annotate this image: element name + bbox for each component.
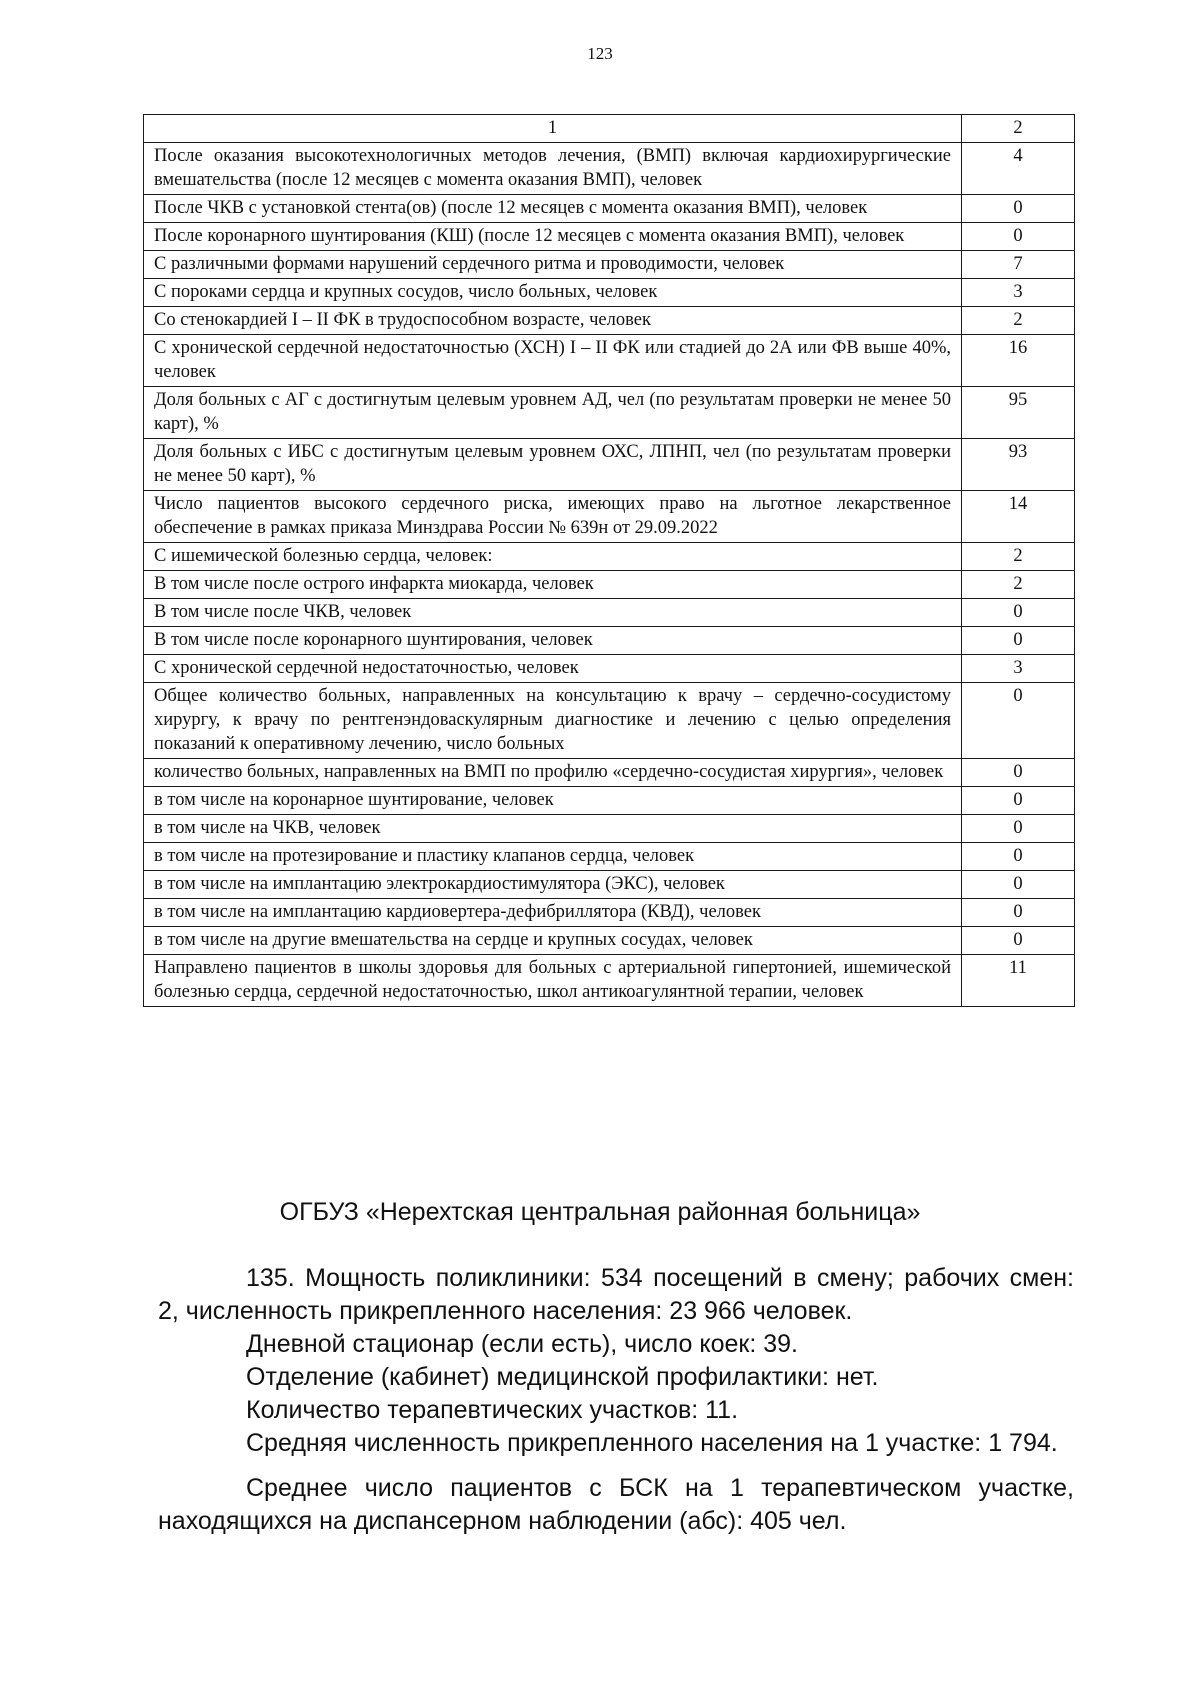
table-row	[144, 655, 1075, 683]
paragraph-capacity: 135. Мощность поликлиники: 534 посещений в смену; рабочих смен: 2, численность прикрепленного населения: 23 966 человек.	[158, 1264, 1074, 1325]
table-row	[144, 335, 1075, 387]
indicators-table	[143, 114, 1075, 1007]
row-value: 2	[962, 307, 1075, 335]
row-label: С пороками сердца и крупных сосудов, число больных, человек	[144, 279, 962, 307]
paragraph-bsk-patients: Среднее число пациентов с БСК на 1 терапевтическом участке, находящихся на диспансерном наблюдении (абс): 405 чел.	[158, 1474, 1074, 1535]
table-row	[144, 899, 1075, 927]
row-value: 95	[962, 387, 1075, 439]
row-value: 0	[962, 843, 1075, 871]
row-label: Направлено пациентов в школы здоровья для больных с артериальной гипертонией, ишемической болезнью сердца, сердечной недостаточностью, школ антикоагулянтной терапии, человек	[144, 955, 962, 1007]
row-value: 0	[962, 683, 1075, 759]
paragraph-prevention-department: Отделение (кабинет) медицинской профилактики: нет.	[246, 1363, 879, 1391]
header-cell-2: 2	[962, 115, 1075, 143]
row-label: Общее количество больных, направленных на консультацию к врачу – сердечно-сосудистому хирургу, к врачу по рентгенэндоваскулярным диагностике и лечению с целью определения показаний к оперативному лечению, число больных	[144, 683, 962, 759]
row-label: После ЧКВ с установкой стента(ов) (после 12 месяцев с момента оказания ВМП), человек	[144, 195, 962, 223]
row-value: 2	[962, 571, 1075, 599]
table-row	[144, 955, 1075, 1007]
row-value: 0	[962, 195, 1075, 223]
row-label: В том числе после ЧКВ, человек	[144, 599, 962, 627]
row-label: Со стенокардией I – II ФК в трудоспособном возрасте, человек	[144, 307, 962, 335]
table-row	[144, 759, 1075, 787]
table-row	[144, 599, 1075, 627]
info-text-block	[158, 1262, 1074, 1538]
row-label: в том числе на имплантацию электрокардиостимулятора (ЭКС), человек	[144, 871, 962, 899]
table-row	[144, 571, 1075, 599]
paragraph-day-hospital: Дневной стационар (если есть), число коек: 39.	[246, 1330, 799, 1358]
row-value: 93	[962, 439, 1075, 491]
table-row	[144, 871, 1075, 899]
row-label: После оказания высокотехнологичных методов лечения, (ВМП) включая кардиохирургические вмешательства (после 12 месяцев с момента оказания ВМП), человек	[144, 143, 962, 195]
table-row	[144, 223, 1075, 251]
row-value: 0	[962, 627, 1075, 655]
table-row	[144, 683, 1075, 759]
table-row	[144, 543, 1075, 571]
table-row	[144, 279, 1075, 307]
row-label: Доля больных с АГ с достигнутым целевым уровнем АД, чел (по результатам проверки не менее 50 карт), %	[144, 387, 962, 439]
table-row	[144, 387, 1075, 439]
row-label: С ишемической болезнью сердца, человек:	[144, 543, 962, 571]
row-label: в том числе на имплантацию кардиовертера-дефибриллятора (КВД), человек	[144, 899, 962, 927]
table-row	[144, 627, 1075, 655]
table-row	[144, 251, 1075, 279]
row-label: в том числе на ЧКВ, человек	[144, 815, 962, 843]
row-value: 14	[962, 491, 1075, 543]
row-value: 0	[962, 899, 1075, 927]
row-label: В том числе после коронарного шунтирования, человек	[144, 627, 962, 655]
table-row	[144, 439, 1075, 491]
row-value: 0	[962, 759, 1075, 787]
row-label: в том числе на коронарное шунтирование, человек	[144, 787, 962, 815]
table-row	[144, 927, 1075, 955]
row-label: в том числе на другие вмешательства на сердце и крупных сосудах, человек	[144, 927, 962, 955]
table-row	[144, 143, 1075, 195]
row-label: количество больных, направленных на ВМП по профилю «сердечно-сосудистая хирургия», человек	[144, 759, 962, 787]
row-label: в том числе на протезирование и пластику клапанов сердца, человек	[144, 843, 962, 871]
row-value: 0	[962, 815, 1075, 843]
row-label: С хронической сердечной недостаточностью (ХСН) I – II ФК или стадией до 2А или ФВ выше 40%, человек	[144, 335, 962, 387]
row-label: После коронарного шунтирования (КШ) (после 12 месяцев с момента оказания ВМП), человек	[144, 223, 962, 251]
row-value: 0	[962, 787, 1075, 815]
table-header-row	[144, 115, 1075, 143]
table-row	[144, 195, 1075, 223]
row-label: Число пациентов высокого сердечного риска, имеющих право на льготное лекарственное обеспечение в рамках приказа Минздрава России № 639н от 29.09.2022	[144, 491, 962, 543]
row-value: 0	[962, 927, 1075, 955]
row-label: В том числе после острого инфаркта миокарда, человек	[144, 571, 962, 599]
paragraph-therapeutic-districts: Количество терапевтических участков: 11.	[246, 1396, 739, 1424]
row-value: 3	[962, 279, 1075, 307]
row-value: 2	[962, 543, 1075, 571]
table-row	[144, 815, 1075, 843]
table-row	[144, 491, 1075, 543]
row-value: 4	[962, 143, 1075, 195]
row-label: Доля больных с ИБС с достигнутым целевым уровнем ОХС, ЛПНП, чел (по результатам проверки не менее 50 карт), %	[144, 439, 962, 491]
row-label: С различными формами нарушений сердечного ритма и проводимости, человек	[144, 251, 962, 279]
row-value: 11	[962, 955, 1075, 1007]
organization-title: ОГБУЗ «Нерехтская центральная районная больница»	[279, 1198, 921, 1226]
header-cell-1: 1	[144, 115, 962, 143]
table-row	[144, 307, 1075, 335]
row-value: 0	[962, 599, 1075, 627]
row-value: 0	[962, 223, 1075, 251]
row-value: 0	[962, 871, 1075, 899]
row-value: 3	[962, 655, 1075, 683]
table-row	[144, 787, 1075, 815]
row-label: С хронической сердечной недостаточностью, человек	[144, 655, 962, 683]
row-value: 16	[962, 335, 1075, 387]
row-value: 7	[962, 251, 1075, 279]
table-row	[144, 843, 1075, 871]
paragraph-average-population: Средняя численность прикрепленного населения на 1 участке: 1 794.	[246, 1429, 1058, 1457]
table-body	[144, 115, 1075, 1007]
page-number: 123	[587, 44, 613, 63]
